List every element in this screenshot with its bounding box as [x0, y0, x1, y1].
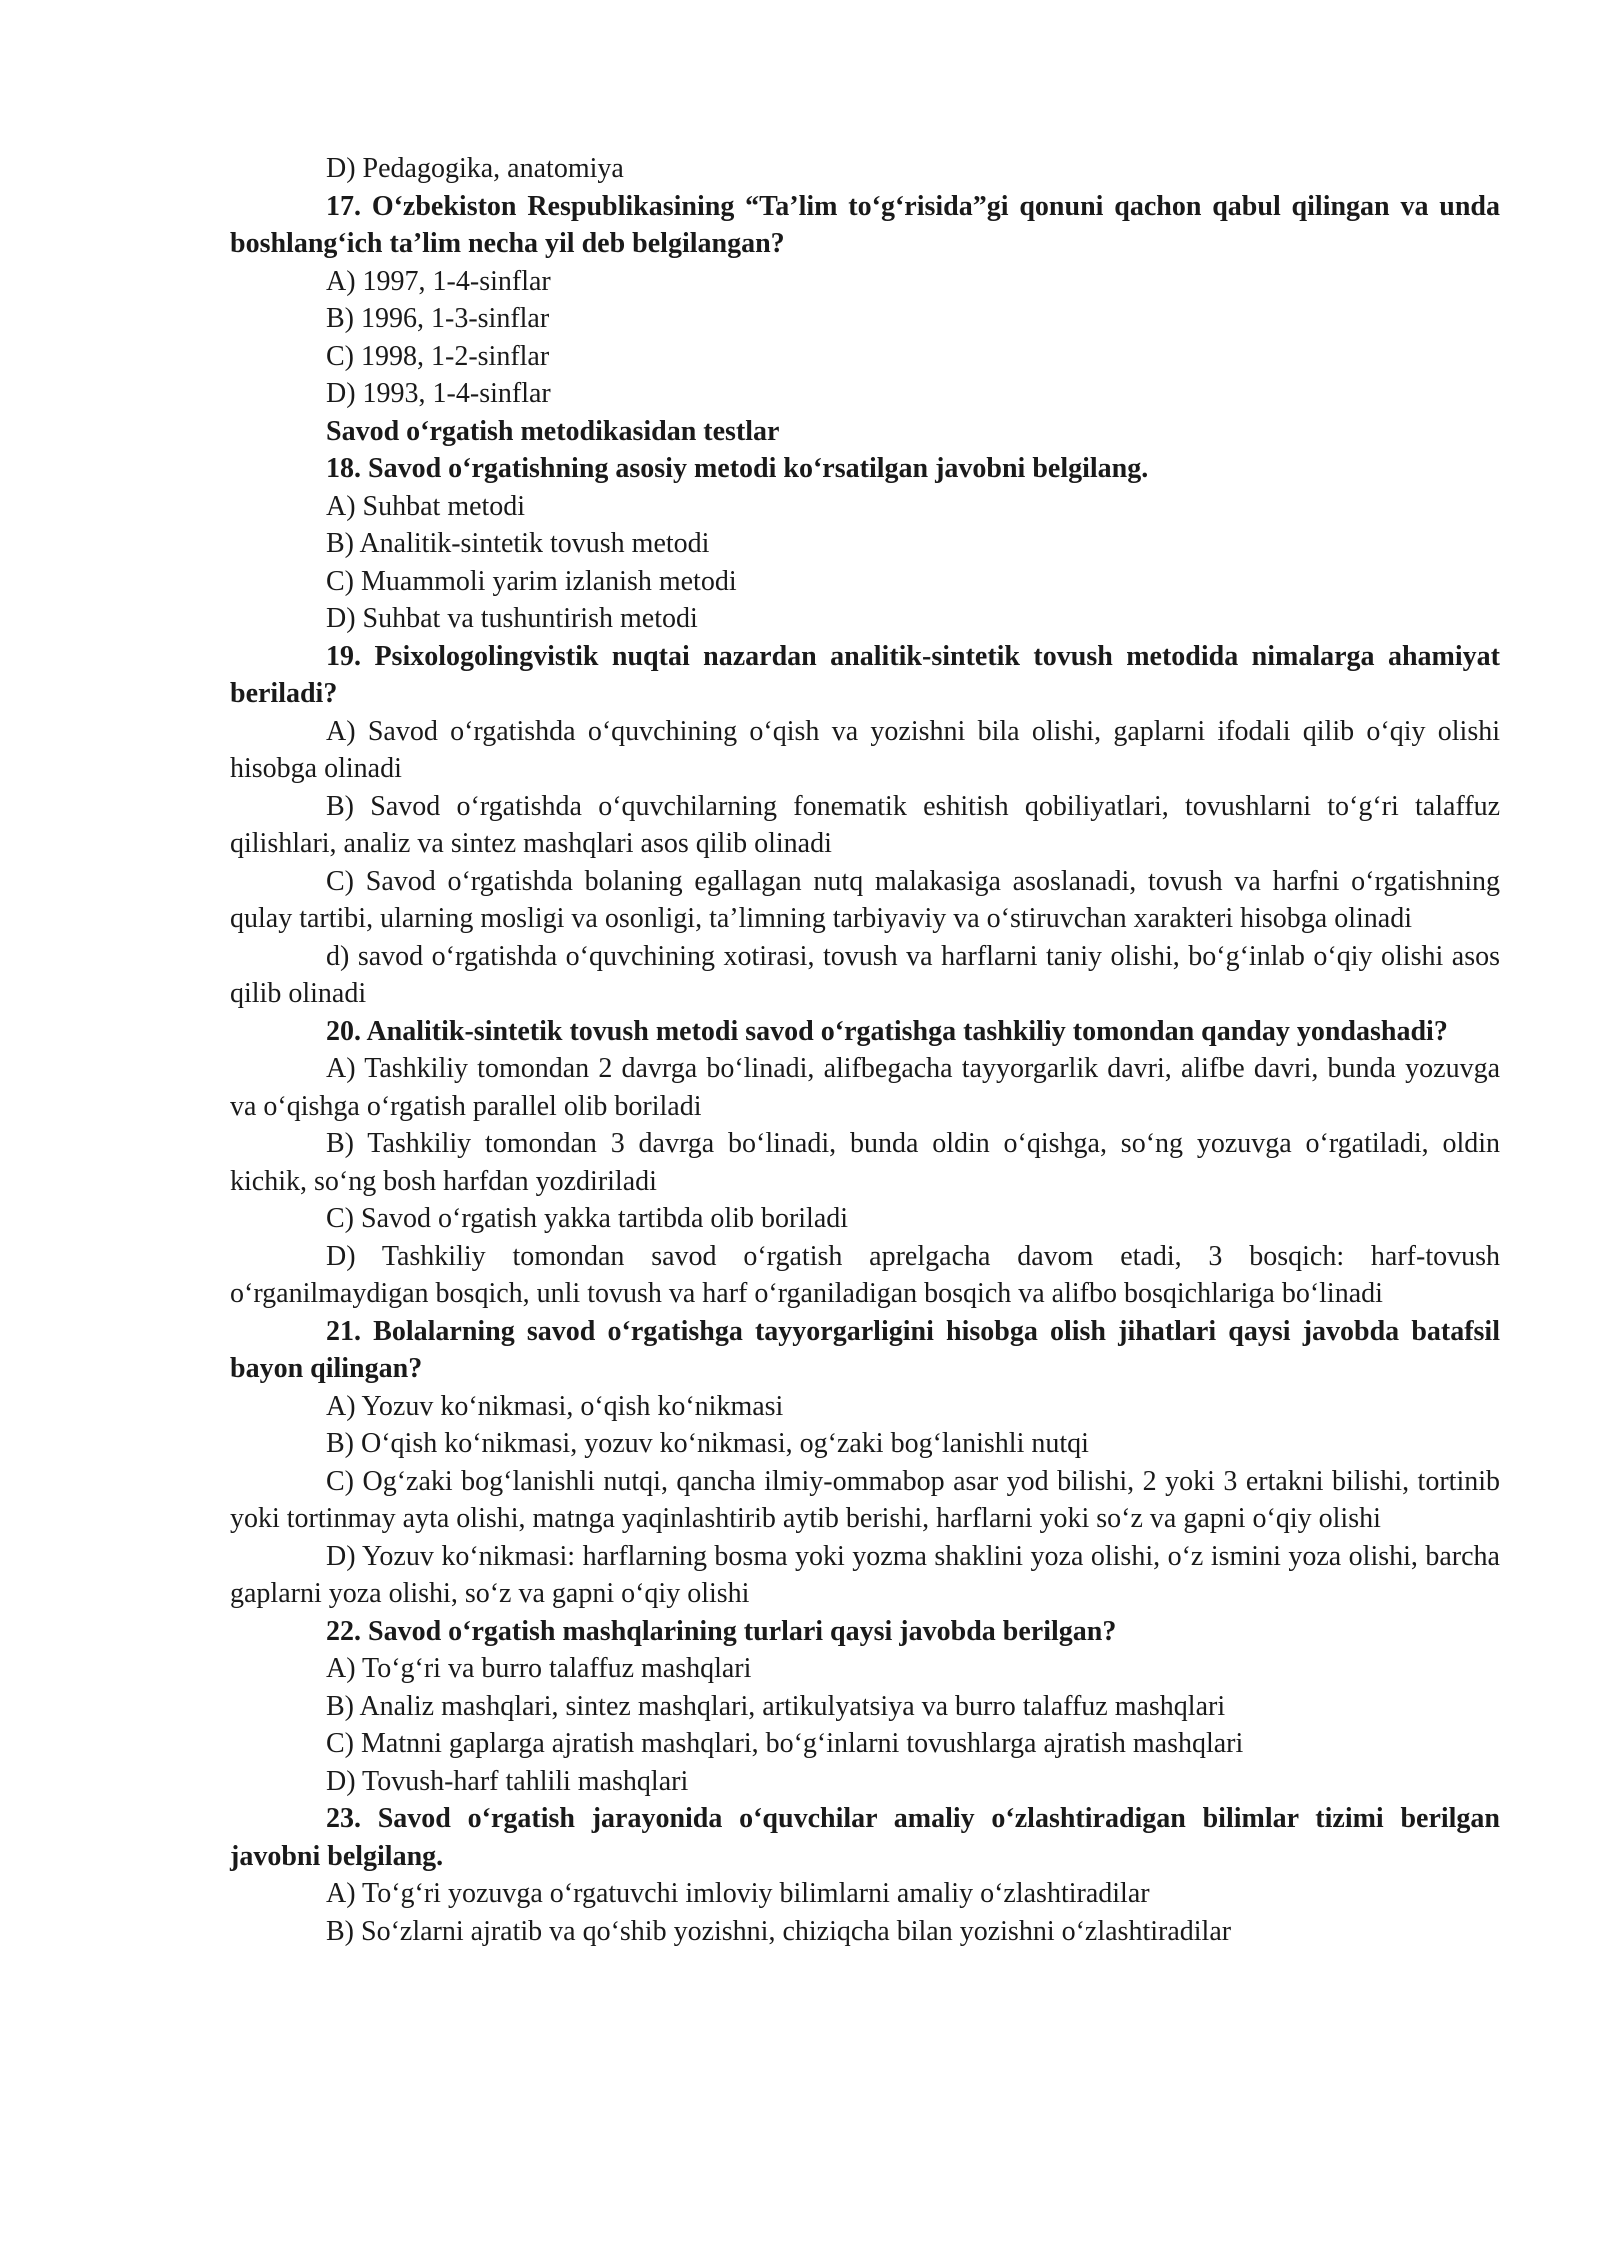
answer-option: A) Suhbat metodi [326, 490, 526, 522]
answer-option: B) Savod o‘rgatishda o‘quvchilarning fonematik eshitish qobiliyatlari, tovushlarni to‘g‘ri talaffuz qilishlari, analiz va sintez mashqlari asos qilib olinadi [230, 790, 1500, 859]
question-19: 19. Psixologolingvistik nuqtai nazardan analitik-sintetik tovush metodida nimalarga ahamiyat beriladi? [230, 640, 1500, 709]
answer-option: D) Tovush-harf tahlili mashqlari [326, 1765, 689, 1797]
question-22: 22. Savod o‘rgatish mashqlarining turlari qaysi javobda berilgan? [326, 1615, 1117, 1647]
answer-option: A) To‘g‘ri yozuvga o‘rgatuvchi imloviy bilimlarni amaliy o‘zlashtiradilar [326, 1878, 1150, 1909]
answer-option: C) 1998, 1-2-sinflar [326, 340, 550, 372]
answer-option: B) O‘qish ko‘nikmasi, yozuv ko‘nikmasi, og‘zaki bog‘lanishli nutqi [326, 1428, 1089, 1459]
answer-option: A) 1997, 1-4-sinflar [326, 265, 551, 297]
answer-option: A) To‘g‘ri va burro talaffuz mashqlari [326, 1653, 752, 1684]
answer-option: D) Suhbat va tushuntirish metodi [326, 603, 698, 634]
answer-option: B) Analitik-sintetik tovush metodi [326, 528, 710, 559]
answer-option: D) Yozuv ko‘nikmasi: harflarning bosma yoki yozma shaklini yoza olishi, o‘z ismini yoza olishi, barcha gaplarni yoza olishi, so‘z va gapni o‘qiy olishi [230, 1540, 1500, 1609]
section-heading: Savod o‘rgatish metodikasidan testlar [326, 415, 780, 447]
question-21: 21. Bolalarning savod o‘rgatishga tayyorgarligini hisobga olish jihatlari qaysi javobda batafsil bayon qilingan? [230, 1315, 1500, 1384]
answer-option: B) Analiz mashqlari, sintez mashqlari, artikulyatsiya va burro talaffuz mashqlari [326, 1690, 1226, 1722]
answer-option: B) Tashkiliy tomondan 3 davrga bo‘linadi, bunda oldin o‘qishga, so‘ng yozuvga o‘rgatiladi, oldin kichik, so‘ng bosh harfdan yozdiriladi [230, 1128, 1500, 1197]
answer-option: C) Savod o‘rgatishda bolaning egallagan nutq malakasiga asoslanadi, tovush va harfni o‘rgatishning qulay tartibi, ularning mosligi va osonligi, ta’limning tarbiyaviy va o‘stiruvchan xarakteri hisobga olinadi [230, 865, 1500, 934]
answer-option: C) Matnni gaplarga ajratish mashqlari, bo‘g‘inlarni tovushlarga ajratish mashqlari [326, 1728, 1244, 1759]
question-20: 20. Analitik-sintetik tovush metodi savod o‘rgatishga tashkiliy tomondan qanday yondashadi? [326, 1015, 1448, 1047]
answer-option: A) Savod o‘rgatishda o‘quvchining o‘qish va yozishni bila olishi, gaplarni ifodali qilib o‘qiy olishi hisobga olinadi [230, 715, 1500, 784]
answer-option: A) Yozuv ko‘nikmasi, o‘qish ko‘nikmasi [326, 1390, 784, 1422]
answer-option: C) Og‘zaki bog‘lanishli nutqi, qancha ilmiy-ommabop asar yod bilishi, 2 yoki 3 ertakni bilishi, tortinib yoki tortinmay ayta olishi, matnga yaqinlashtirib aytib berishi, harflarni yoki so‘z va gapni o‘qiy olishi [230, 1465, 1500, 1534]
question-23: 23. Savod o‘rgatish jarayonida o‘quvchilar amaliy o‘zlashtiradigan bilimlar tizimi berilgan javobni belgilang. [230, 1803, 1500, 1872]
answer-option: B) 1996, 1-3-sinflar [326, 303, 550, 334]
answer-option: C) Savod o‘rgatish yakka tartibda olib boriladi [326, 1203, 849, 1234]
answer-option: D) Pedagogika, anatomiya [326, 153, 624, 184]
answer-option: D) Tashkiliy tomondan savod o‘rgatish aprelgacha davom etadi, 3 bosqich: harf-tovush o‘rganilmaydigan bosqich, unli tovush va harf o‘rganiladigan bosqich va alifbo bosqichlariga bo‘linadi [230, 1240, 1500, 1309]
answer-option: d) savod o‘rgatishda o‘quvchining xotirasi, tovush va harflarni taniy olishi, bo‘g‘inlab o‘qiy olishi asos qilib olinadi [230, 940, 1500, 1009]
answer-option: A) Tashkiliy tomondan 2 davrga bo‘linadi, alifbegacha tayyorgarlik davri, alifbe davri, bunda yozuvga va o‘qishga o‘rgatish parallel olib boriladi [230, 1053, 1500, 1122]
answer-option: C) Muammoli yarim izlanish metodi [326, 565, 737, 597]
document-page [230, 150, 1500, 1950]
answer-option: D) 1993, 1-4-sinflar [326, 378, 551, 409]
question-17: 17. O‘zbekiston Respublikasining “Ta’lim to‘g‘risida”gi qonuni qachon qabul qilingan va unda boshlang‘ich ta’lim necha yil deb belgilangan? [230, 190, 1500, 259]
answer-option: B) So‘zlarni ajratib va qo‘shib yozishni, chiziqcha bilan yozishni o‘zlashtiradilar [326, 1915, 1232, 1947]
question-18: 18. Savod o‘rgatishning asosiy metodi ko‘rsatilgan javobni belgilang. [326, 453, 1149, 484]
